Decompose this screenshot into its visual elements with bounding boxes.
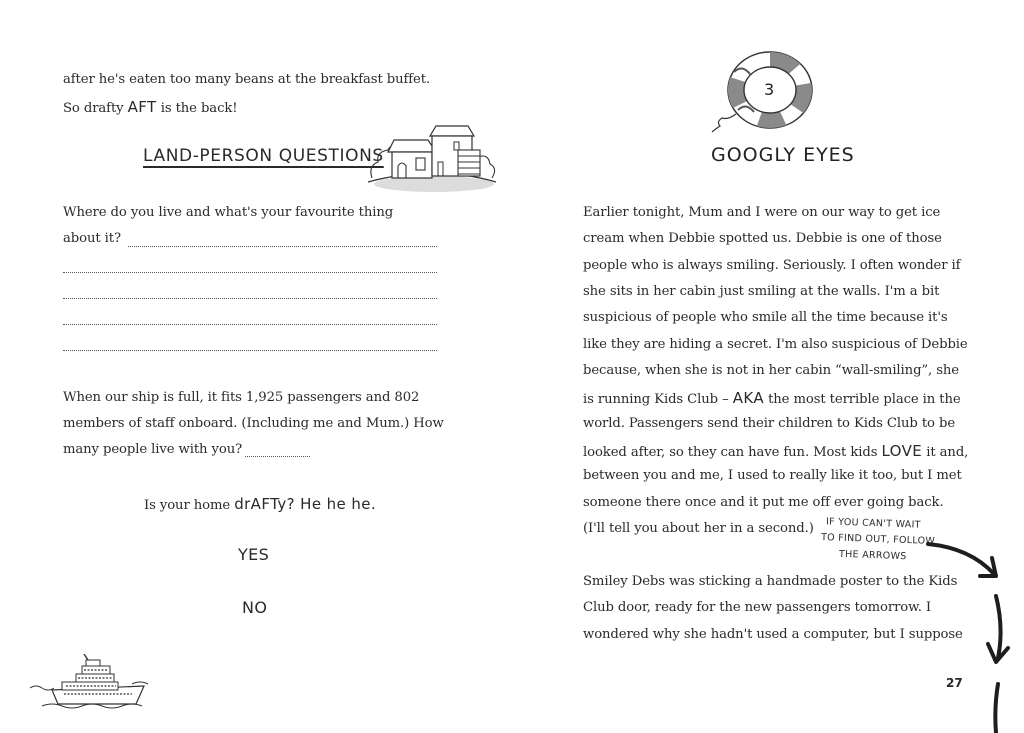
body-line: she sits in her cabin just smiling at the walls. I'm a bit xyxy=(583,284,940,299)
answer-line[interactable] xyxy=(128,246,437,247)
body-line: wondered why she hadn't used a computer, but I suppose xyxy=(583,627,963,642)
page-number: 27 xyxy=(946,676,963,690)
body-line: people who is always smiling. Seriously. I often wonder if xyxy=(583,258,961,273)
question-1-text: about it? xyxy=(63,231,121,246)
body-line: cream when Debbie spotted us. Debbie is one of those xyxy=(583,231,942,246)
answer-line[interactable] xyxy=(63,324,437,325)
answer-line[interactable] xyxy=(63,298,437,299)
body-text: it and, xyxy=(922,445,969,460)
aside-note-line: TO FIND OUT, FOLLOW xyxy=(820,532,936,547)
answer-line[interactable] xyxy=(63,272,437,273)
question-1-line-2 xyxy=(63,231,121,246)
option-yes[interactable]: YES xyxy=(238,545,270,564)
answer-line[interactable] xyxy=(245,456,310,457)
hand-lettered-word: AFT xyxy=(127,98,157,116)
body-line xyxy=(583,389,961,407)
body-line: like they are hiding a secret. I'm also suspicious of Debbie xyxy=(583,337,968,352)
chapter-title: GOOGLY EYES xyxy=(711,144,855,166)
drafty-question-text: Is your home xyxy=(144,498,235,513)
body-text: the most terrible place in the xyxy=(764,392,961,407)
hand-lettered-word: AKA xyxy=(732,389,764,407)
body-line: between you and me, I used to really like it too, but I met xyxy=(583,468,962,483)
aside-note-line: THE ARROWS xyxy=(838,548,907,563)
arrow-continue-icon xyxy=(995,684,998,733)
body-line: Club door, ready for the new passengers tomorrow. I xyxy=(583,600,932,615)
cruise-ship-illustration xyxy=(28,654,158,714)
body-line: suspicious of people who smile all the time because it's xyxy=(583,310,948,325)
arrow-down-icon xyxy=(996,596,1001,658)
body-line: Smiley Debs was sticking a handmade poster to the Kids xyxy=(583,574,958,589)
body-line: someone there once and it put me off ever going back. xyxy=(583,495,944,510)
arrow-curve-icon xyxy=(928,544,994,574)
house-illustration xyxy=(364,122,500,194)
aside-note-line: IF YOU CAN'T WAIT xyxy=(825,516,921,531)
question-2-line-2: members of staff onboard. (Including me and Mum.) How xyxy=(63,416,444,431)
option-no[interactable]: NO xyxy=(242,598,268,617)
hand-lettered-word: LOVE xyxy=(881,442,923,460)
answer-line[interactable] xyxy=(63,350,437,351)
intro-text: is the back! xyxy=(156,101,238,116)
intro-line-1 xyxy=(63,72,430,87)
body-line: world. Passengers send their children to Kids Club to be xyxy=(583,416,956,431)
question-2-line-1: When our ship is full, it fits 1,925 passengers and 802 xyxy=(63,390,420,405)
intro-line-2 xyxy=(63,98,237,116)
section-heading: LAND-PERSON QUESTIONS xyxy=(143,146,384,166)
hand-lettered-word: drAFTy? He he he. xyxy=(234,495,377,513)
chapter-number: 3 xyxy=(764,80,775,99)
drafty-question xyxy=(144,495,376,513)
body-line: (I'll tell you about her in a second.) xyxy=(583,521,814,536)
body-text: looked after, so they can have fun. Most kids xyxy=(583,445,882,460)
question-1-line-1: Where do you live and what's your favourite thing xyxy=(63,205,394,220)
body-line xyxy=(583,442,968,460)
question-2-line-3 xyxy=(63,442,242,457)
body-text: is running Kids Club – xyxy=(583,392,733,407)
intro-text: So drafty xyxy=(63,101,128,116)
question-2-text: many people live with you? xyxy=(63,442,243,457)
body-line: because, when she is not in her cabin “wall-smiling”, she xyxy=(583,363,959,378)
body-line: Earlier tonight, Mum and I were on our way to get ice xyxy=(583,205,941,220)
intro-text: after he's eaten too many beans at the breakfast buffet. xyxy=(63,72,431,87)
